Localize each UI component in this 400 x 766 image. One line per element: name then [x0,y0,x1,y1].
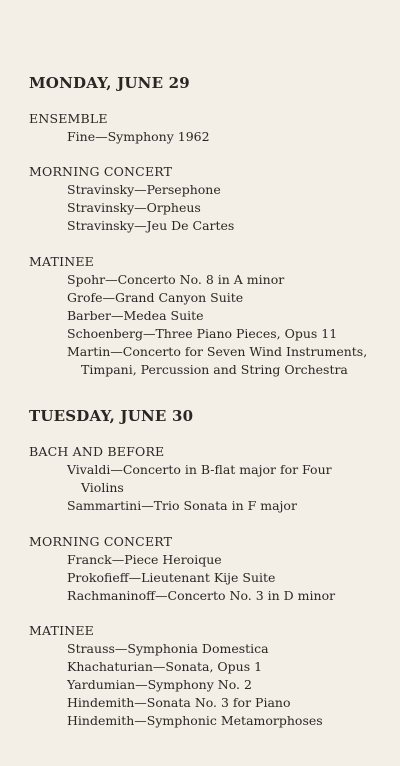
program-item-continuation: Violins [81,480,124,495]
section-heading-bach-and-before: BACH AND BEFORE [29,444,165,459]
program-item: Grofe—Grand Canyon Suite [67,290,244,305]
program-item: Stravinsky—Jeu De Cartes [67,218,235,233]
program-item: Prokofieff—Lieutenant Kije Suite [67,570,276,585]
section-heading-ensemble: ENSEMBLE [29,111,108,126]
program-item: Stravinsky—Orpheus [67,200,201,215]
section-heading-matinee: MATINEE [29,623,95,638]
section-heading-matinee: MATINEE [29,254,95,269]
program-item: Stravinsky—Persephone [67,182,221,197]
program-item: Rachmaninoff—Concerto No. 3 in D minor [67,588,336,603]
program-item-continuation: Timpani, Percussion and String Orchestra [81,362,348,377]
section-heading-morning-concert: MORNING CONCERT [29,164,173,179]
program-item: Sammartini—Trio Sonata in F major [67,498,297,513]
program-item: Strauss—Symphonia Domestica [67,641,269,656]
day-title-tuesday: TUESDAY, JUNE 30 [29,407,194,425]
program-item: Fine—Symphony 1962 [67,129,210,144]
day-title-monday: MONDAY, JUNE 29 [29,74,190,92]
program-item: Barber—Medea Suite [67,308,204,323]
program-item: Vivaldi—Concerto in B-flat major for Four [67,462,332,477]
program-item: Hindemith—Sonata No. 3 for Piano [67,695,291,710]
program-item: Franck—Piece Heroique [67,552,222,567]
program-item: Schoenberg—Three Piano Pieces, Opus 11 [67,326,338,341]
program-item: Spohr—Concerto No. 8 in A minor [67,272,285,287]
program-item: Khachaturian—Sonata, Opus 1 [67,659,263,674]
program-item: Yardumian—Symphony No. 2 [67,677,252,692]
section-heading-morning-concert: MORNING CONCERT [29,534,173,549]
program-item: Hindemith—Symphonic Metamorphoses [67,713,323,728]
program-item: Martin—Concerto for Seven Wind Instruments, [67,344,368,359]
